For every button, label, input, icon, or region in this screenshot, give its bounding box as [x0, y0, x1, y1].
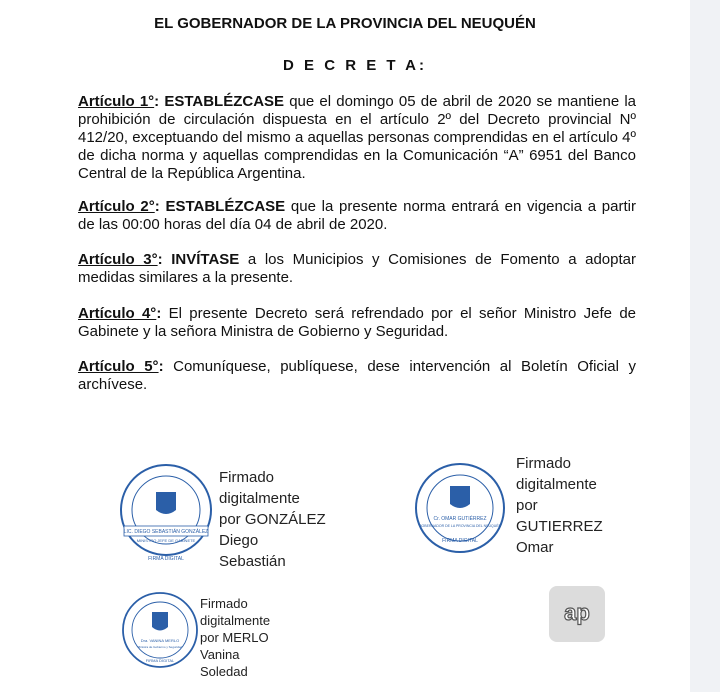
seal-role: GOBERNADOR DE LA PROVINCIA DEL NEUQUÉN	[418, 524, 502, 528]
article-2: Artículo 2°: ESTABLÉZCASE que la presente norma entrará en vigencia a partir de las 00:00 horas del día 04 de abril de 2020.	[78, 198, 636, 233]
article-label: Artículo 1°	[78, 93, 155, 110]
article-label: Artículo 5°	[78, 358, 159, 375]
seal-name: Cr. OMAR GUTIÉRREZ	[433, 516, 487, 522]
decreta-heading: D E C R E T A:	[283, 57, 427, 74]
article-4: Artículo 4°: El presente Decreto será refrendado por el señor Ministro Jefe de Gabinete y la señora Ministra de Gobierno y Seguridad.	[78, 305, 637, 340]
article-key: INVÍTASE	[171, 251, 240, 268]
seal-role: Ministra de Gobierno y Seguridad	[137, 645, 183, 649]
signature-text-merlo: Firmado digitalmente por MERLO Vanina Soledad	[200, 596, 271, 679]
digital-signature-seal	[408, 460, 512, 560]
article-key: ESTABLÉZCASE	[164, 93, 285, 110]
article-text: a los Municipios y Comisiones de Fomento a adoptar medidas similares a la presente.	[78, 251, 637, 286]
seal-name: LIC. DIEGO SEBASTIÁN GONZÁLEZ	[123, 529, 209, 535]
article-5: Artículo 5°: Comuníquese, publíquese, dese intervención al Boletín Oficial y archívese.	[78, 358, 636, 393]
watermark-label: ap	[564, 600, 590, 625]
seal-role: MINISTRO JEFE DE GABINETE	[136, 538, 196, 543]
article-label: Artículo 4°	[78, 305, 157, 322]
article-1: Artículo 1°: ESTABLÉZCASE que el domingo 05 de abril de 2020 se mantiene la prohibición de circulación dispuesta en el artículo 2º del Decreto provincial Nº 412/20, exceptuando del mismo a aquellas personas comprendidas en el artículo 4º de dicha norma y aquellas comprendidas en la Comunicación “A” 6951 del Banco Central de la República Argentina.	[78, 93, 636, 182]
seal-stamp: FIRMA DIGITAL	[145, 658, 175, 663]
article-3: Artículo 3°: INVÍTASE a los Municipios y Comisiones de Fomento a adoptar medidas similares a la presente.	[78, 251, 637, 286]
signature-text-gutierrez: Firmado digitalmente por GUTIERREZ Omar	[516, 455, 603, 556]
seal-stamp: FIRMA DIGITAL	[148, 556, 184, 562]
article-text: que el domingo 05 de abril de 2020 se mantiene la prohibición de circulación dispuesta en el artículo 2º del Decreto provincial Nº 412/20, exceptuando del mismo a aquellas personas comprendidas en el artículo 4º de dicha norma y aquellas comprendidas en la Comunicación “A” 6951 del Banco Central de la República Argentina.	[78, 93, 636, 182]
article-key: ESTABLÉZCASE	[165, 198, 286, 215]
seal-name: Dra. VANINA MERLO	[140, 638, 180, 643]
signature-text-gonzalez: Firmado digitalmente por GONZÁLEZ Diego Sebastián	[219, 469, 326, 570]
document-title: EL GOBERNADOR DE LA PROVINCIA DEL NEUQUÉN	[154, 15, 536, 32]
digital-signature-seal	[118, 590, 202, 676]
article-label: Artículo 3°	[78, 251, 158, 268]
article-text: El presente Decreto será refrendado por el señor Ministro Jefe de Gabinete y la señora Ministra de Gobierno y Seguridad.	[78, 305, 637, 340]
seal-stamp: FIRMA DIGITAL	[442, 538, 478, 544]
article-text: Comuníquese, publíquese, dese intervención al Boletín Oficial y archívese.	[78, 358, 636, 393]
digital-signature-seal	[116, 460, 216, 570]
article-text: que la presente norma entrará en vigencia a partir de las 00:00 horas del día 04 de abril de 2020.	[78, 198, 636, 233]
watermark-badge	[549, 586, 605, 642]
article-label: Artículo 2°	[78, 198, 155, 215]
